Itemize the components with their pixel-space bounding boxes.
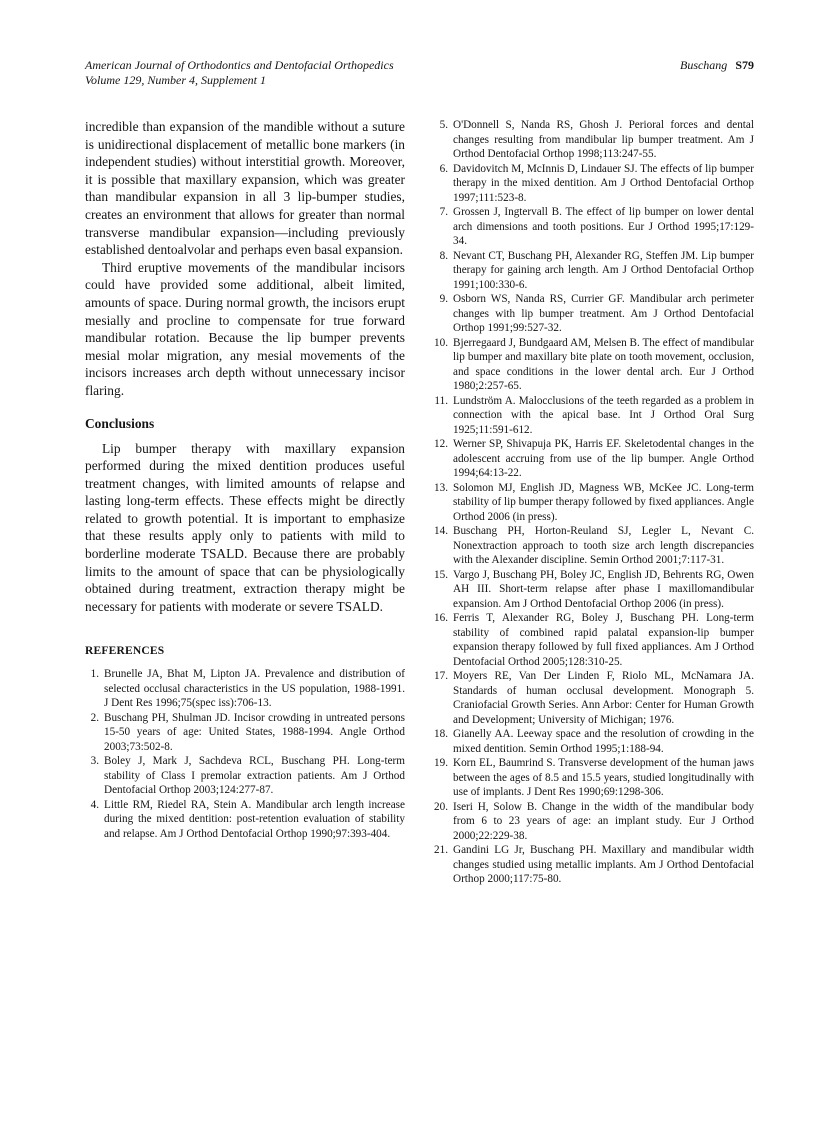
reference-text: Osborn WS, Nanda RS, Currier GF. Mandibular arch perimeter changes with lip bumper treatment. Am J Orthod Dentofacial Orthop 1991;99:527-32. [453, 293, 754, 334]
reference-item [434, 292, 754, 336]
reference-text: Vargo J, Buschang PH, Boley JC, English JD, Behrents RG, Owen AH III. Short-term relapse after phase I maxillomandibular expansion. Am J Orthod Dentofacial Orthop 2006 (in press). [453, 568, 754, 610]
reference-text: Werner SP, Shivapuja PK, Harris EF. Skeletodental changes in the adolescent accruing from use of the lip bumper. Angle Orthod 1994;64:13-22. [453, 438, 754, 479]
reference-text: Ferris T, Alexander RG, Boley J, Buschang PH. Long-term stability of combined rapid palatal expansion-lip bumper expansion therapy followed by full fixed appliances. Am J Orthod Dentofacial Orthod 2005;128:310-25. [453, 612, 754, 668]
reference-text: Moyers RE, Van Der Linden F, Riolo ML, McNamara JA. Standards of human occlusal development. Monograph 5. Craniofacial Growth Series. Ann Arbor: Center for Human Growth and Development; University of Michigan; 1976. [453, 670, 754, 726]
reference-text: Korn EL, Baumrind S. Transverse development of the human jaws between the ages of 8.5 and 15.5 years, studied longitudinally with use of implants. J Dent Res 1990;69:1298-306. [453, 757, 754, 798]
two-column-content [85, 118, 754, 887]
conclusions-paragraph: Lip bumper therapy with maxillary expansion performed during the mixed dentition produces useful treatment changes, with limited amounts of relapse and lasting long-term effects. These effects might be directly related to growth potential. It is important to emphasize that these results apply only to patients with mild to borderline moderate TSALD. Because there are probably limits to the amount of space that can be physiologically obtained during treatment, extraction therapy might be necessary for patients with moderate or severe TSALD. [85, 440, 405, 614]
page-number: S79 [735, 58, 754, 72]
reference-item [85, 711, 405, 755]
right-column [434, 118, 754, 887]
reference-item [434, 669, 754, 727]
reference-item [434, 568, 754, 612]
references-list-right [434, 118, 754, 887]
reference-item [434, 756, 754, 800]
reference-item [85, 667, 405, 711]
references-list-left [85, 667, 405, 841]
reference-number: 13. [434, 481, 448, 494]
body-paragraph: Third eruptive movements of the mandibular incisors could have provided some additional, albeit limited, amounts of space. During normal growth, the incisors erupt mesially and procline to compensate for true forward mandibular rotation. Because the lip bumper prevents mesial molar migration, any mesial movements of the incisors increases arch depth without unnecessary incisor flaring. [85, 259, 405, 398]
reference-item [434, 800, 754, 844]
reference-text: Buschang PH, Shulman JD. Incisor crowding in untreated persons 15-50 years of age: United States, 1988-1994. Angle Orthod 2003;73:502-8. [104, 711, 405, 753]
reference-item [85, 754, 405, 798]
reference-text: Nevant CT, Buschang PH, Alexander RG, Steffen JM. Lip bumper therapy for gaining arch length. Am J Orthod Dentofacial Orthop 1991;100:330-6. [453, 249, 754, 291]
reference-item [434, 249, 754, 293]
body-paragraph: incredible than expansion of the mandible without a suture is unidirectional displacement of metallic bone markers (in independent studies) without interstitial growth. Moreover, it is possible that maxillary expansion, which was greater than mandibular expansion in all 3 lip-bumper studies, creates an environment that allows for greater than normal transverse mandibular expansion—including previously established dentoalvolar and perhaps even basal expansion. [85, 119, 405, 258]
journal-info [85, 58, 394, 88]
reference-item [434, 481, 754, 525]
reference-text: O'Donnell S, Nanda RS, Ghosh J. Perioral forces and dental changes resulting from mandibular lip bumper treatment. Am J Orthod Dentofacial Orthop 1998;113:247-55. [453, 119, 754, 160]
reference-text: Davidovitch M, McInnis D, Lindauer SJ. The effects of lip bumper therapy in the mixed dentition. Am J Orthod Dentofacial Orthop 1997;111:523-8. [453, 162, 754, 204]
reference-text: Grossen J, Ingtervall B. The effect of lip bumper on lower dental arch dimensions and tooth positions. Eur J Orthod 1995;17:129-34. [453, 206, 754, 247]
reference-text: Buschang PH, Horton-Reuland SJ, Legler L, Nevant C. Nonextraction approach to tooth size arch length discrepancies with the Alexander discipline. Semin Orthod 2001;7:117-31. [453, 525, 754, 566]
left-column [85, 118, 405, 887]
reference-number: 1. [90, 668, 99, 681]
reference-number: 3. [90, 755, 99, 768]
reference-item [434, 205, 754, 249]
author-name: Buschang [679, 58, 728, 72]
reference-number: 16. [434, 612, 448, 624]
reference-item [434, 843, 754, 887]
reference-number: 5. [439, 119, 448, 131]
reference-text: Little RM, Riedel RA, Stein A. Mandibular arch length increase during the mixed dentition: post-retention evaluation of stability and relapse. Am J Orthod Dentofacial Orthop 1990;97:393-404. [104, 798, 405, 840]
references-heading: REFERENCES [85, 645, 165, 658]
reference-text: Solomon MJ, English JD, Magness WB, McKee JC. Long-term stability of lip bumper therapy followed by fixed appliances. Angle Orthod 2006 (in press). [453, 481, 754, 523]
reference-number: 21. [434, 844, 448, 856]
reference-number: 7. [439, 206, 448, 218]
journal-issue: Volume 129, Number 4, Supplement 1 [85, 73, 266, 87]
reference-number: 11. [434, 394, 448, 407]
reference-number: 6. [439, 162, 448, 175]
conclusions-heading: Conclusions [85, 415, 155, 431]
reference-number: 10. [434, 336, 448, 349]
reference-text: Iseri H, Solow B. Change in the width of the mandibular body from 6 to 23 years of age: an implant study. Eur J Orthod 2000;22:229-38. [453, 800, 754, 842]
reference-number: 2. [90, 711, 99, 724]
reference-number: 4. [90, 798, 99, 811]
reference-item [434, 394, 754, 438]
reference-item [434, 611, 754, 669]
reference-number: 12. [434, 438, 448, 450]
reference-text: Lundström A. Malocclusions of the teeth regarded as a problem in connection with the apical base. Int J Orthod Oral Surg 1925;11:591-612. [453, 394, 754, 436]
reference-item [434, 727, 754, 756]
reference-text: Brunelle JA, Bhat M, Lipton JA. Prevalence and distribution of selected occlusal characteristics in the US population, 1988-1991. J Dent Res 1996;75(spec iss):706-13. [104, 668, 405, 710]
running-head [680, 58, 754, 73]
reference-number: 9. [439, 293, 448, 305]
reference-number: 14. [434, 525, 448, 537]
reference-item [434, 336, 754, 394]
reference-number: 18. [434, 728, 448, 740]
reference-item [85, 798, 405, 842]
reference-number: 17. [434, 670, 448, 682]
reference-text: Boley J, Mark J, Sachdeva RCL, Buschang PH. Long-term stability of Class I premolar extraction patients. Am J Orthod Dentofacial Orthop 2003;124:277-87. [104, 755, 405, 797]
journal-title: American Journal of Orthodontics and Dentofacial Orthopedics [85, 58, 394, 72]
reference-number: 20. [434, 800, 448, 813]
reference-text: Gianelly AA. Leeway space and the resolution of crowding in the mixed dentition. Semin Orthod 1995;1:188-94. [453, 728, 754, 755]
reference-number: 8. [439, 249, 448, 262]
reference-item [434, 118, 754, 162]
reference-text: Gandini LG Jr, Buschang PH. Maxillary and mandibular width changes studied using metallic implants. Am J Orthod Dentofacial Orthop 2000;117:75-80. [453, 844, 754, 885]
reference-item [434, 437, 754, 481]
reference-item [434, 524, 754, 568]
reference-number: 15. [434, 568, 448, 581]
reference-text: Bjerregaard J, Bundgaard AM, Melsen B. The effect of mandibular lip bumper and maxillary bite plate on tooth movement, occlusion, and space conditions in the lower dental arch. Eur J Orthod 1980;2:257-65. [453, 336, 754, 392]
reference-item [434, 162, 754, 206]
page-header [85, 58, 754, 88]
reference-number: 19. [434, 757, 448, 769]
